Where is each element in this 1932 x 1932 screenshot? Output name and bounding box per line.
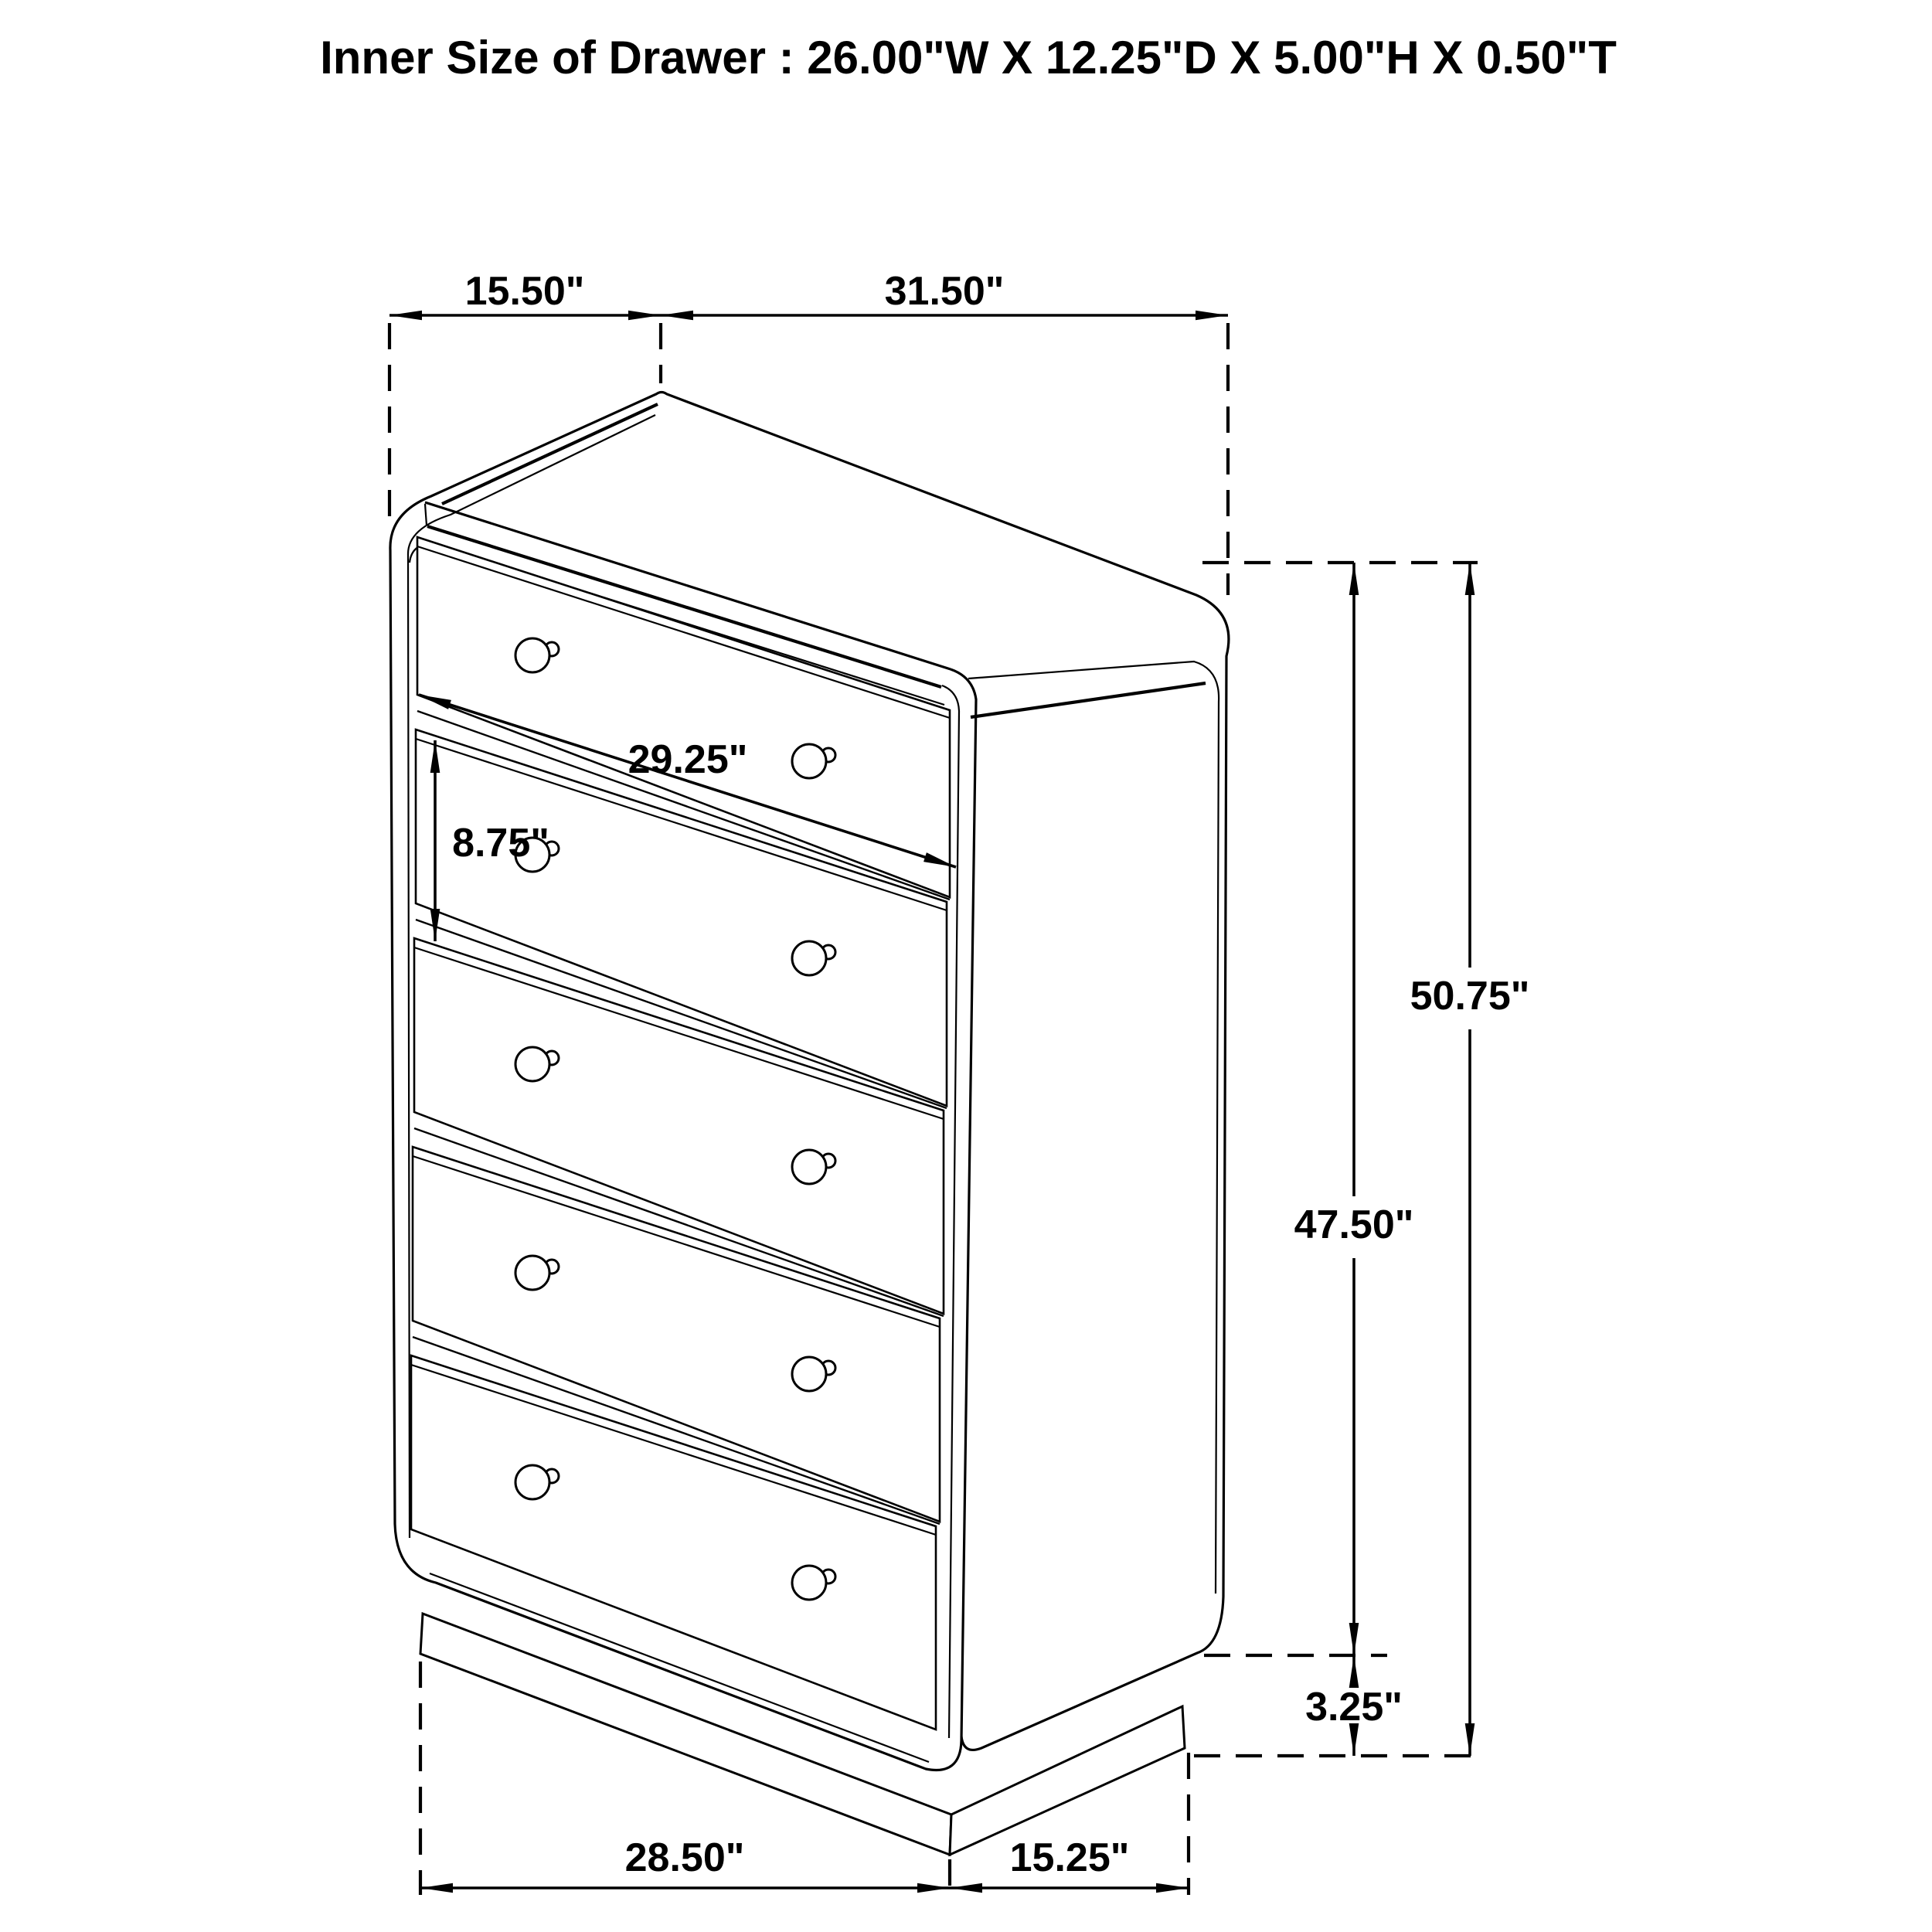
side-top-edge: [968, 662, 1219, 1594]
dim-base-front-label: 28.50": [624, 1835, 745, 1880]
side-top-band-heavy: [971, 683, 1206, 717]
dim-top-width: [661, 269, 1228, 315]
dim-body-height-label: 47.50": [1294, 1202, 1414, 1247]
dim-overall-height-label: 50.75": [1410, 974, 1530, 1019]
back-left-edge-band-heavy: [442, 404, 658, 504]
dim-base-side-label: 15.25": [1009, 1835, 1130, 1880]
top-corner-slab-tick: [425, 504, 427, 526]
knob-face: [792, 1150, 826, 1184]
plinth-side-face: [950, 1706, 1185, 1855]
chest-drawing: [390, 393, 1229, 1855]
knob-face: [792, 1566, 826, 1600]
dim-body-height: [1294, 563, 1414, 1655]
dim-top-depth: [389, 269, 661, 315]
knob-face: [515, 1047, 549, 1081]
dim-base-height: [1305, 1655, 1403, 1756]
knob-face: [515, 1256, 549, 1290]
knob-face: [515, 1465, 549, 1499]
knob-face: [792, 1357, 826, 1391]
dim-drawer-height-label: 8.75": [452, 821, 549, 866]
diagram-title: Inner Size of Drawer : 26.00"W X 12.25"D X 5.00"H X 0.50"T: [320, 32, 1617, 83]
dim-base-front: [420, 1835, 950, 1888]
dim-top-depth-label: 15.50": [464, 269, 585, 314]
dim-base-height-label: 3.25": [1305, 1685, 1403, 1730]
dim-overall-height: [1410, 563, 1530, 1756]
knob-face: [792, 744, 826, 778]
knob-face: [792, 941, 826, 975]
dim-base-side: [950, 1835, 1189, 1888]
dim-top-width-label: 31.50": [884, 269, 1005, 314]
dim-drawer-width-label: 29.25": [628, 737, 748, 782]
knob-face: [515, 638, 549, 672]
